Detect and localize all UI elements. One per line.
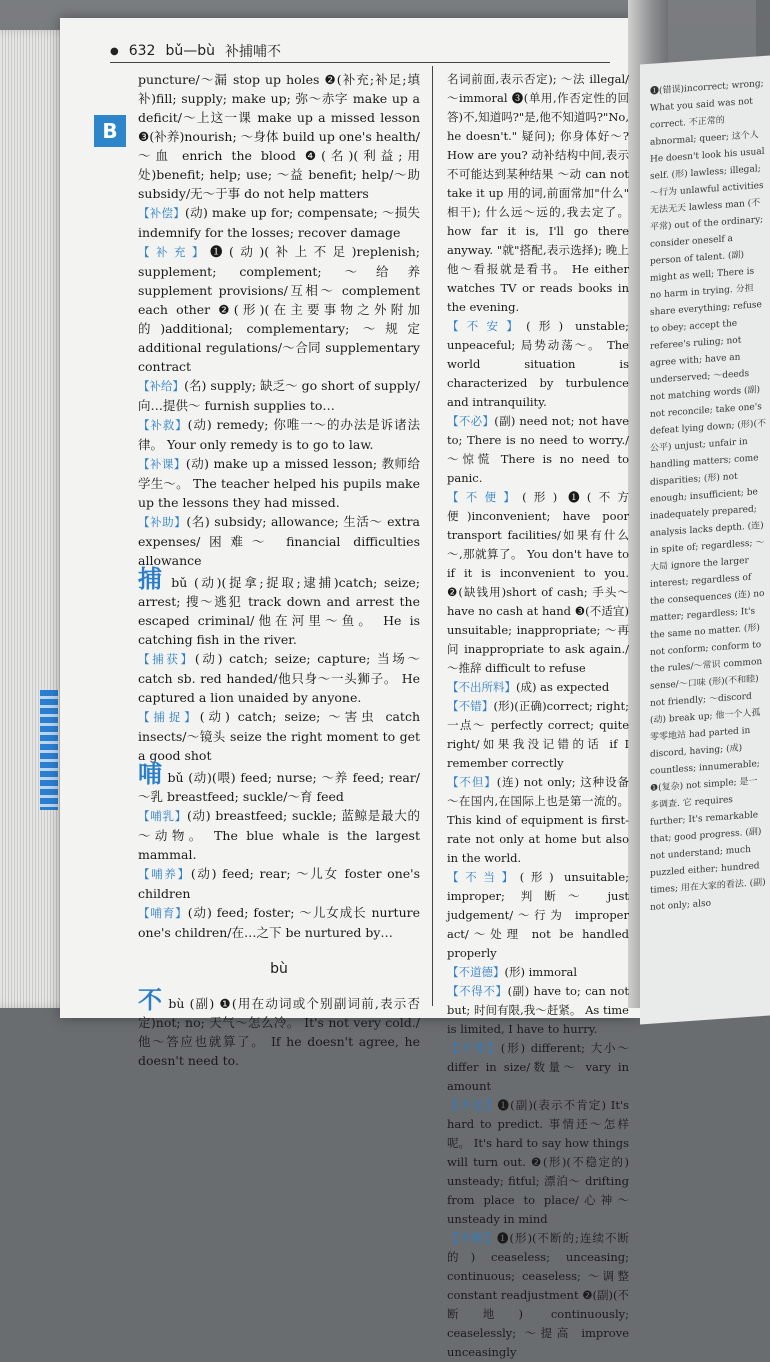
dictionary-entry (447, 963, 629, 982)
headword: 【补偿】 (138, 206, 186, 220)
dictionary-entry (447, 773, 629, 868)
thumb-index-tab: B (94, 115, 126, 147)
headword: 【不但】 (447, 775, 497, 789)
page-number: 632 (128, 43, 156, 59)
dictionary-entry (138, 649, 420, 707)
section-heading: bù (270, 961, 288, 977)
headword: 【不出所料】 (447, 680, 516, 694)
headword: 【捕获】 (138, 652, 195, 666)
dictionary-entry (138, 70, 420, 203)
dictionary-entry (138, 203, 420, 242)
entry-text: (动) catch; seize; ～害虫 catch insects/～镜头 seize the right moment to get a good shot (138, 709, 420, 763)
headword-character: 不 (138, 986, 164, 1014)
entry-text: (动) make up for; compensate; ～损失 indemnify for the losses; recover damage (138, 205, 421, 240)
dictionary-entry (138, 454, 420, 512)
entry-text: (形) unstable; unpeaceful; 局势动荡～。 The world situation is characterized by turbulence and intranquility. (447, 319, 630, 409)
right-column (447, 70, 630, 1359)
entry-text: (形) different; 大小～ differ in size/数量～ vary in amount (447, 1041, 629, 1093)
entry-text: ❶(形)(不断的;连续不断的) ceaseless; unceasing; continuous; ceaseless; ～调整 constant readjustment ❷(副)(不断地) continuously; ceaselessly; ～提高 improve unceasingly (447, 1231, 630, 1359)
dictionary-entry (447, 488, 629, 678)
entry-text: ❶(动)(补上不足)replenish; supplement; complement; ～给养 supplement provisions/互相～ complement each other ❷(形)(在主要事物之外附加的)additional; complementary; ～规定 additional regulations/～合同 supplementary contract (138, 244, 420, 374)
entry-text: (副) have to; can not but; 时间有限,我～赶紧。 As time is limited, I have to hurry. (447, 984, 629, 1036)
dictionary-entry (138, 565, 420, 649)
entry-text: (动) remedy; 你唯一～的办法是诉诸法律。 Your only remedy is to go to law. (138, 417, 421, 452)
entry-text: bǔ (动)(喂) feed; nurse; ～养 feed; rear/～乳 breastfeed; suckle/～育 feed (138, 770, 420, 804)
entry-text: (动) feed; rear; ～儿女 foster one's children (138, 866, 420, 901)
entry-text: (形)(正确)correct; right; 一点～ perfectly correct; quite right/如果我没记错的话 if I remember correctly (447, 699, 629, 770)
dictionary-entry (447, 678, 629, 697)
headword: 【捕捉】 (138, 710, 200, 724)
headword: 【不便】 (447, 490, 523, 504)
dictionary-entry (138, 864, 420, 903)
dictionary-entry (447, 1229, 629, 1362)
headword-character: 捕 (138, 565, 165, 593)
dictionary-entry (138, 806, 420, 864)
entry-text: ❶(副)(表示不肯定) It's hard to predict. 事情还～怎样呢。 It's hard to say how things will turn out. ❷(形)(不稳定的) unsteady; fitful; 漂泊～ drifting from place to place/心神～ unsteady in mind (447, 1098, 630, 1226)
entry-text: (成) as expected (516, 680, 610, 694)
headword: 【哺乳】 (138, 809, 187, 823)
entry-text: (副) need not; not have to; There is no need to worry./～惊慌 There is no need to panic. (447, 414, 630, 485)
dictionary-entry (138, 903, 420, 942)
headword: 【不断】 (447, 1231, 498, 1245)
dictionary-entry (447, 1039, 629, 1096)
dictionary-entry (447, 412, 629, 488)
headword: 【不得不】 (447, 984, 508, 998)
entry-text: (形) unsuitable; improper; 判断～ just judgement/～行为 improper act/～处理 not be handled properly (447, 870, 630, 960)
entry-text: bù (副) ❶(用在动词或个别副词前,表示否定)not; no; 天气～怎么冷。 It's not very cold./他～答应也就算了。 If he doesn't agree, he doesn't need to. (138, 996, 420, 1068)
entry-text: (形) ❶(不方便)inconvenient; have poor transport facilities/如果有什么～,那就算了。 You don't have to if it is inconvenient to you. ❷(缺钱用)short of cash; 手头～ have no cash at hand ❸(不适宜) unsuitable; inappropriate; ～再问 inappropriate to ask again./～推辞 difficult to refuse (447, 490, 629, 675)
headword: 【补课】 (138, 457, 186, 471)
headword: 【哺育】 (138, 906, 188, 920)
headword: 【不等】 (447, 1041, 501, 1055)
left-column (138, 70, 421, 1068)
headword: 【补充】 (138, 245, 210, 259)
dictionary-entry (447, 70, 629, 317)
dictionary-entry (138, 415, 420, 454)
entry-text: (动) breastfeed; suckle; 蓝鲸是最大的～动物。 The blue whale is the largest mammal. (138, 808, 420, 862)
dictionary-entry (447, 982, 629, 1039)
dictionary-entry (447, 1096, 629, 1229)
headword: 【不当】 (447, 870, 520, 884)
headword-character: 哺 (138, 760, 163, 788)
header-keywords: 补捕哺不 (225, 44, 281, 60)
entry-text: bǔ (动)(捉拿;捉取;逮捕)catch; seize; arrest; 搜～逃犯 track down and arrest the escaped criminal/他在河里～鱼。 He is catching fish in the river. (138, 575, 420, 647)
headword: 【补助】 (138, 515, 187, 529)
headword: 【补给】 (138, 379, 185, 393)
column-divider (432, 66, 433, 1006)
page-header (110, 40, 610, 63)
entry-text: (动) catch; seize; capture; 当场～ catch sb. red handed/他只身～一头狮子。 He captured a lion unaided by anyone. (138, 651, 420, 705)
headword: 【不定】 (447, 1098, 498, 1112)
facing-page (640, 55, 770, 1024)
dictionary-entry (138, 242, 420, 376)
entry-text: (动) feed; foster; ～儿女成长 nurture one's children/在…之下 be nurtured by… (138, 905, 421, 940)
dictionary-entry (138, 707, 420, 765)
entry-text: 名词前面,表示否定); ～法 illegal/～immoral ❸(单用,作否定性的回答)不,知道吗?"是,他不知道吗?"No, he doesn't." 疑问); 你身体好～? How are you? 动补结构中间,表示不可能达到某种结果 ～动 can not take it up 用的词,前面常加"什么" 相干); 什么远～远的,我去定了。 how far it is, I'll go there anyway. "就"搭配,表示选择); 晚上他～看报就是看书。 He either watches TV or reads books in the evening. (447, 72, 629, 314)
headword: 【不安】 (447, 319, 527, 333)
index-strip-lower (40, 690, 58, 810)
headword: 【哺养】 (138, 867, 191, 881)
entry-text: (名) subsidy; allowance; 生活～ extra expenses/困难～ financial difficulties allowance (138, 514, 420, 568)
dictionary-entry (447, 697, 629, 773)
dictionary-entry (138, 512, 420, 570)
headword: 【不错】 (447, 699, 494, 713)
entry-text: (动) make up a missed lesson; 教师给学生～。 The teacher helped his pupils make up the lessons they had missed. (138, 456, 421, 510)
headword: 【补救】 (138, 418, 188, 432)
entry-text: puncture/～漏 stop up holes ❷(补充;补足;填补)fill; supply; make up; 弥～赤字 make up a deficit/～上这一课 make up a missed lesson ❸(补养)nourish; ～身体 build up one's health/～血 enrich the blood ❹(名)(利益;用处)benefit; help; use; ～益 benefit; help/～助 subsidy/无～于事 do not help matters (138, 72, 420, 201)
pinyin-range: bǔ—bù (165, 43, 215, 59)
entry-text: (连) not only; 这种设备～在国内,在国际上也是第一流的。 This kind of equipment is first-rate not only at home but also in the world. (447, 775, 629, 865)
dictionary-entry (447, 868, 629, 963)
dictionary-entry (138, 376, 420, 415)
header-bullet: ● (110, 45, 119, 57)
dictionary-entry (138, 986, 420, 1070)
entry-text: (形) immoral (504, 965, 578, 979)
dictionary-entry (447, 317, 629, 412)
headword: 【不道德】 (447, 965, 505, 979)
headword: 【不必】 (447, 414, 495, 428)
dictionary-entry (138, 760, 420, 806)
facing-page-text: ❶(错误)incorrect; wrong; What you said was not correct. 不正常的 abnormal; queer; 这个人 He doesn't look his usual self. (形) lawless; illegal; ～行为 unlawful activities 无法无天 lawless man (不平常) out of the ordinary; consider oneself a person of talent. (副) might as well; There is no harm in trying. 分担 share everything; refuse to obey; accept the referee's ruling; not agree with; have an underserved; ～deeds not matching words (副) not reconcile; take one's defeat lying down; (形)(不公平) unjust; unfair in handling matters; come disparities; (形) not enough; insufficient; be inadequately prepared; analysis lacks depth. (连) in spite of; regardless; ～大局 ignore the larger interest; regardless of the consequences (连) no matter; regardless; It's the same no matter. (形) not conform; conform to the rules/～常识 common sense/～口味 (形)(不和睦) not friendly; ～discord (动) break up; 他一个人孤零零地站 had parted in discord, having; (成) countless; innumerable; ❶(复杂) not simple; 是一多调查. 它 requires further; It's remarkable that; good progress. (副) not understand; much puzzled either; hundred times; 用在大家的看法. (副) not only; also (650, 78, 766, 913)
entry-text: (名) supply; 缺乏～ go short of supply/向…提供～ furnish supplies to… (138, 378, 421, 413)
